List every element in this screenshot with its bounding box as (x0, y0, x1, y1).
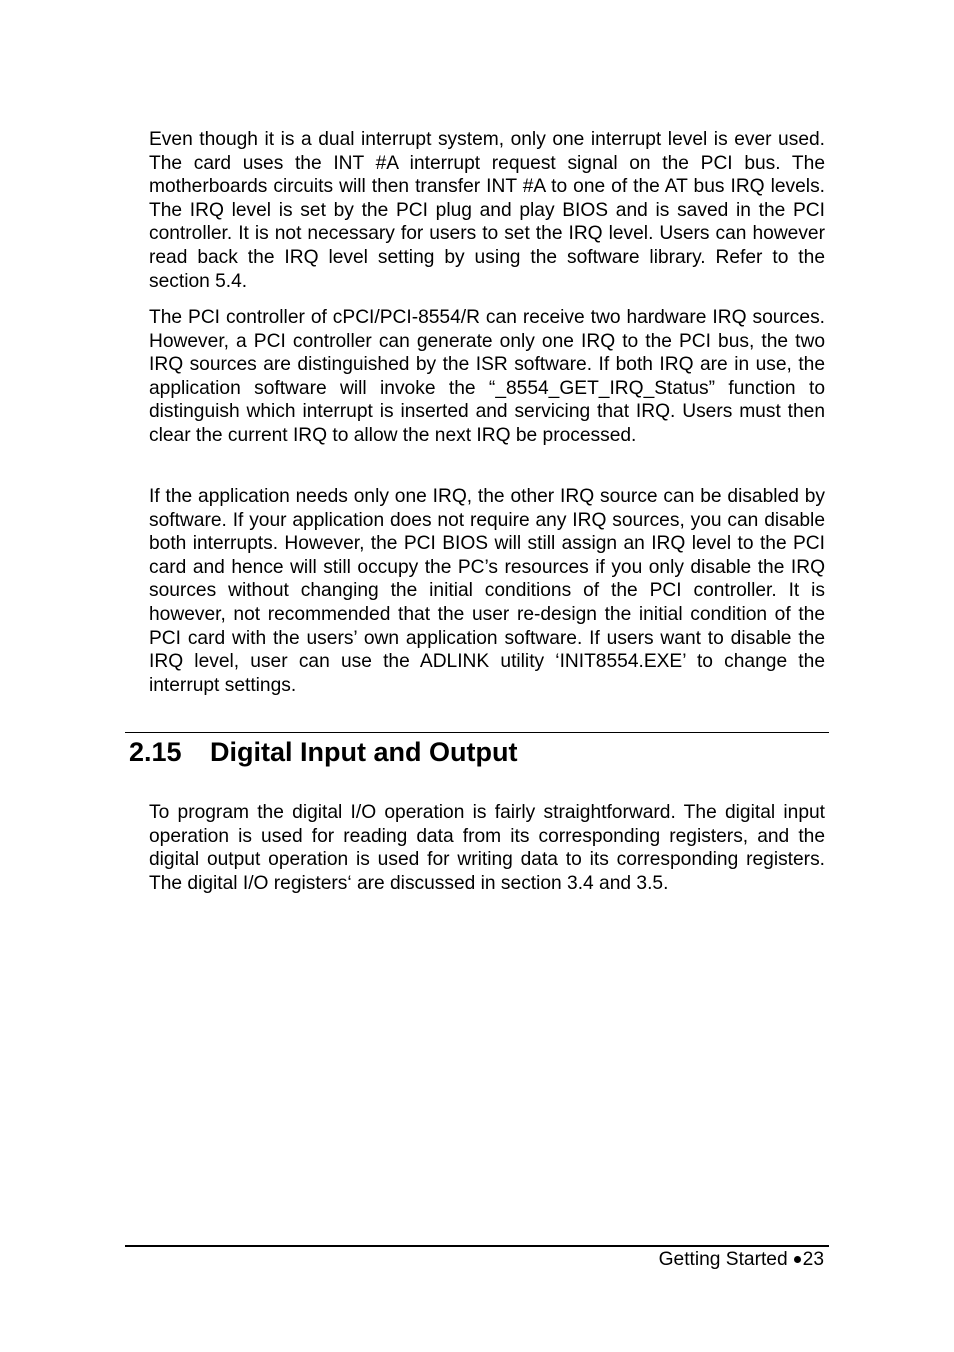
section-divider (125, 732, 829, 733)
section-heading (129, 735, 517, 769)
page-number: 23 (802, 1249, 824, 1270)
paragraph-pci-controller-irq: The PCI controller of cPCI/PCI-8554/R can receive two hardware IRQ sources. However, a PCI controller can generate only one IRQ to the PCI bus, the two IRQ sources are distinguished by the ISR software. If both IRQ are in use, the application software will invoke the “_8554_GET_IRQ_Status” function to distinguish which interrupt is inserted and servicing that IRQ. Users must then clear the current IRQ to allow the next IRQ be processed. (149, 307, 825, 446)
footer-divider (125, 1245, 829, 1247)
section-number: 2.15 (129, 737, 182, 767)
bullet-icon (794, 1256, 801, 1263)
paragraph-disable-irq: If the application needs only one IRQ, the other IRQ source can be disabled by software. If your application does not require any IRQ sources, you can disable both interrupts. However, the PCI BIOS will still assign an IRQ level to the PCI card and hence will still occupy the PC’s resources if you only disable the IRQ sources without changing the initial conditions of the PCI controller. It is however, not recommended that the user re-design the initial condition of the PCI card with the users’ own application software. If users want to disable the IRQ level, user can use the ADLINK utility ‘INIT8554.EXE’ to change the interrupt settings. (149, 486, 825, 696)
footer-chapter-title: Getting Started (658, 1249, 788, 1270)
section-title: Digital Input and Output (210, 737, 518, 767)
paragraph-digital-io: To program the digital I/O operation is fairly straightforward. The digital input operation is used for reading data from its corresponding registers, and the digital output operation is used for writing data to its corresponding registers. The digital I/O registers‘ are discussed in section 3.4 and 3.5. (149, 802, 825, 894)
paragraph-interrupt-system: Even though it is a dual interrupt system, only one interrupt level is ever used. The card uses the INT #A interrupt request signal on the PCI bus. The motherboards circuits will then transfer INT #A to one of the AT bus IRQ levels. The IRQ level is set by the PCI plug and play BIOS and is saved in the PCI controller. It is not necessary for users to set the IRQ level. Users can however read back the IRQ level setting by using the software library. Refer to the section 5.4. (149, 129, 825, 292)
page-footer (659, 1248, 824, 1272)
